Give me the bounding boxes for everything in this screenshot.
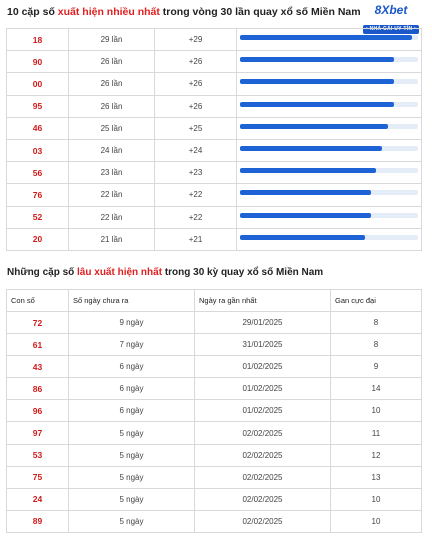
header-days-absent: Số ngày chưa ra (69, 290, 195, 312)
table-row (7, 73, 422, 95)
occurrence-count: 22 lần (69, 206, 155, 228)
table-row (7, 488, 422, 510)
days-absent: 5 ngày (69, 488, 195, 510)
pair-number: 43 (7, 356, 69, 378)
table-row (7, 162, 422, 184)
days-absent: 6 ngày (69, 378, 195, 400)
frequency-bar-cell (237, 184, 422, 206)
last-seen-date: 31/01/2025 (195, 334, 331, 356)
logo-brand-suffix: bet (389, 3, 408, 17)
pair-number: 97 (7, 422, 69, 444)
frequency-bar-cell (237, 117, 422, 139)
table-row (7, 184, 422, 206)
8xbet-logo (358, 3, 424, 32)
logo-brand (358, 4, 424, 17)
days-absent: 5 ngày (69, 510, 195, 532)
last-seen-date: 01/02/2025 (195, 356, 331, 378)
max-gap: 11 (331, 422, 422, 444)
pair-number: 53 (7, 444, 69, 466)
last-seen-date: 02/02/2025 (195, 422, 331, 444)
frequency-bar-track (240, 102, 418, 107)
pair-number: 89 (7, 510, 69, 532)
pair-number: 52 (7, 206, 69, 228)
table-row (7, 51, 422, 73)
title-highlight: lâu xuất hiện nhất (77, 267, 163, 278)
days-absent: 7 ngày (69, 334, 195, 356)
pair-number: 24 (7, 488, 69, 510)
frequency-bar (240, 79, 394, 84)
table-row (7, 312, 422, 334)
days-absent: 5 ngày (69, 422, 195, 444)
title-highlight: xuất hiện nhiều nhất (57, 6, 160, 18)
frequency-bar (240, 235, 365, 240)
table-row (7, 378, 422, 400)
frequency-bar-track (240, 35, 418, 40)
max-gap: 14 (331, 378, 422, 400)
occurrence-delta: +24 (155, 139, 237, 161)
frequency-bar (240, 57, 394, 62)
occurrence-count: 29 lần (69, 29, 155, 51)
max-gap: 13 (331, 466, 422, 488)
pair-number: 96 (7, 400, 69, 422)
table-row (7, 206, 422, 228)
table-row (7, 29, 422, 51)
occurrence-count: 22 lần (69, 184, 155, 206)
pair-number: 46 (7, 117, 69, 139)
table-row (7, 95, 422, 117)
last-seen-date: 01/02/2025 (195, 400, 331, 422)
frequency-bar-track (240, 190, 418, 195)
last-seen-date: 01/02/2025 (195, 378, 331, 400)
occurrence-count: 26 lần (69, 95, 155, 117)
pair-number: 18 (7, 29, 69, 51)
frequency-bar-track (240, 213, 418, 218)
frequency-bar-track (240, 79, 418, 84)
pair-number: 03 (7, 139, 69, 161)
last-seen-date: 02/02/2025 (195, 488, 331, 510)
title-prefix: 10 cặp số (7, 6, 58, 18)
header-max-gap: Gan cực đại (331, 290, 422, 312)
table-row (7, 510, 422, 532)
header-last-date: Ngày ra gần nhất (195, 290, 331, 312)
table-row (7, 422, 422, 444)
pair-number: 00 (7, 73, 69, 95)
last-seen-date: 29/01/2025 (195, 312, 331, 334)
occurrence-delta: +22 (155, 184, 237, 206)
occurrence-delta: +26 (155, 95, 237, 117)
frequency-bar-cell (237, 139, 422, 161)
occurrence-delta: +25 (155, 117, 237, 139)
frequency-bar (240, 102, 394, 107)
table-row (7, 334, 422, 356)
occurrence-count: 25 lần (69, 117, 155, 139)
occurrence-count: 23 lần (69, 162, 155, 184)
table-row (7, 139, 422, 161)
last-seen-date: 02/02/2025 (195, 466, 331, 488)
frequency-bar (240, 124, 388, 129)
frequency-bar-cell (237, 73, 422, 95)
frequency-bar (240, 35, 412, 40)
occurrence-count: 26 lần (69, 51, 155, 73)
table-row (7, 228, 422, 250)
title-suffix: trong 30 kỳ quay xổ số Miền Nam (162, 267, 324, 278)
days-absent: 5 ngày (69, 466, 195, 488)
table-row (7, 117, 422, 139)
max-gap: 9 (331, 356, 422, 378)
max-gap: 10 (331, 510, 422, 532)
frequency-bar (240, 213, 371, 218)
frequency-bar-track (240, 124, 418, 129)
pair-number: 72 (7, 312, 69, 334)
max-gap: 10 (331, 488, 422, 510)
frequency-bar (240, 168, 376, 173)
logo-tagline: • NHÀ CÁI UY TÍN • (363, 25, 419, 34)
frequency-bar-cell (237, 29, 422, 51)
frequency-bar-cell (237, 206, 422, 228)
occurrence-delta: +26 (155, 73, 237, 95)
pair-number: 95 (7, 95, 69, 117)
title-suffix: trong vòng 30 lần quay xổ số Miền Nam (159, 6, 361, 18)
frequency-bar-track (240, 57, 418, 62)
frequency-bar-cell (237, 162, 422, 184)
days-absent: 9 ngày (69, 312, 195, 334)
last-seen-date: 02/02/2025 (195, 444, 331, 466)
occurrence-delta: +21 (155, 228, 237, 250)
table-row (7, 400, 422, 422)
frequency-bar-cell (237, 228, 422, 250)
pair-number: 75 (7, 466, 69, 488)
last-seen-date: 02/02/2025 (195, 510, 331, 532)
frequency-bar (240, 190, 371, 195)
occurrence-count: 24 lần (69, 139, 155, 161)
pair-number: 61 (7, 334, 69, 356)
pair-number: 56 (7, 162, 69, 184)
table-row (7, 356, 422, 378)
max-gap: 12 (331, 444, 422, 466)
max-gap: 10 (331, 400, 422, 422)
table-row (7, 444, 422, 466)
header-number: Con số (7, 290, 69, 312)
pair-number: 86 (7, 378, 69, 400)
frequency-bar-track (240, 235, 418, 240)
frequency-bar-cell (237, 95, 422, 117)
frequency-bar-track (240, 146, 418, 151)
title-prefix: Những cặp số (7, 267, 78, 278)
frequent-pairs-table (6, 28, 422, 251)
pair-number: 76 (7, 184, 69, 206)
table-row (7, 466, 422, 488)
occurrence-delta: +26 (155, 51, 237, 73)
frequency-bar-track (240, 168, 418, 173)
occurrence-count: 21 lần (69, 228, 155, 250)
days-absent: 6 ngày (69, 356, 195, 378)
logo-brand-prefix: 8X (374, 3, 390, 17)
max-gap: 8 (331, 334, 422, 356)
frequency-bar (240, 146, 382, 151)
occurrence-count: 26 lần (69, 73, 155, 95)
occurrence-delta: +22 (155, 206, 237, 228)
days-absent: 5 ngày (69, 444, 195, 466)
occurrence-delta: +29 (155, 29, 237, 51)
overdue-pairs-table (6, 289, 422, 533)
table-header-row (7, 290, 422, 312)
pair-number: 90 (7, 51, 69, 73)
overdue-pairs-title (7, 267, 323, 278)
max-gap: 8 (331, 312, 422, 334)
frequent-pairs-title (7, 6, 361, 18)
frequency-bar-cell (237, 51, 422, 73)
pair-number: 20 (7, 228, 69, 250)
occurrence-delta: +23 (155, 162, 237, 184)
days-absent: 6 ngày (69, 400, 195, 422)
